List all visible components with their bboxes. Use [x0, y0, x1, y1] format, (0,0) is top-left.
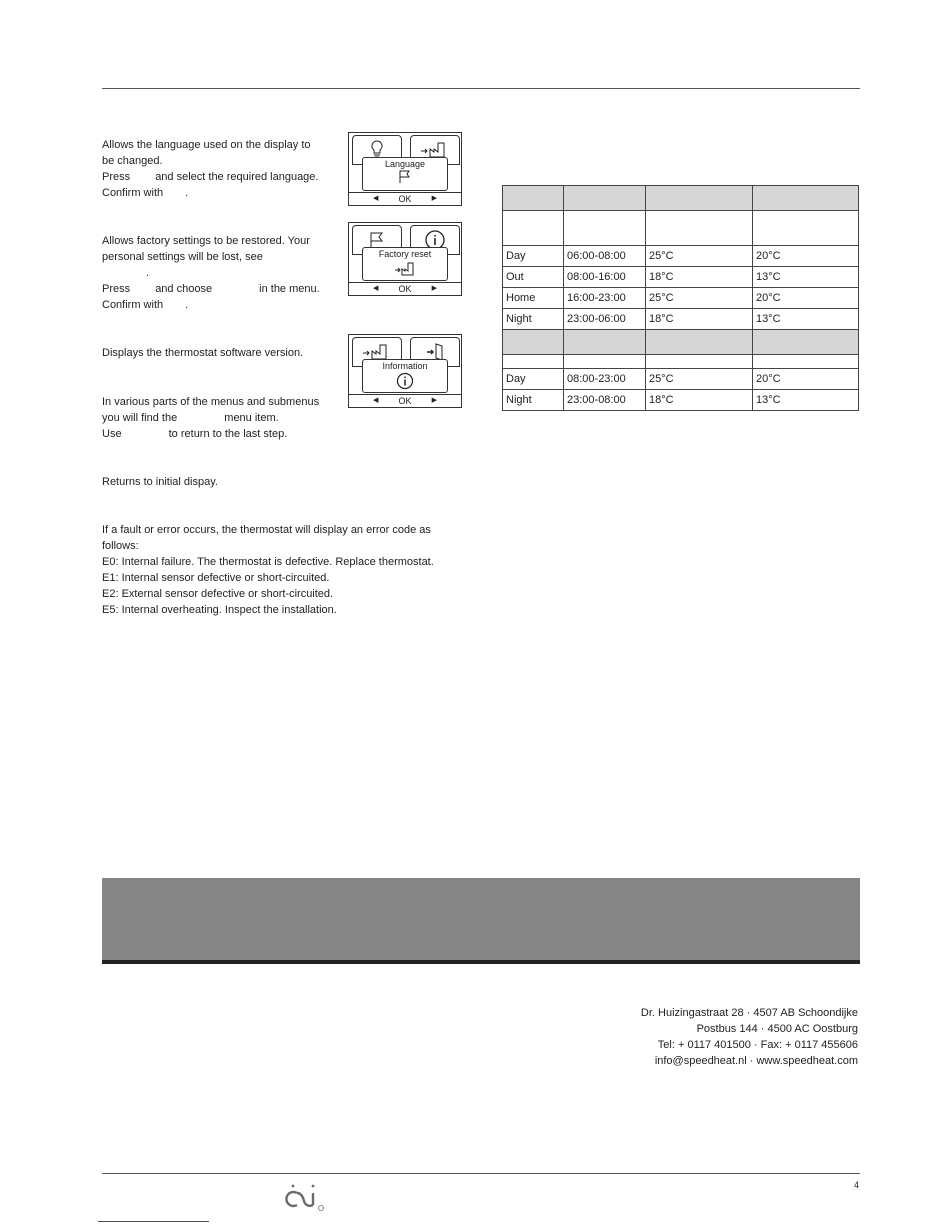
address-web: info@speedheat.nl · www.speedheat.com [654, 1055, 858, 1067]
table-row: Day 06:00-08:00 25°C 20°C [503, 246, 859, 267]
information-display-illustration [348, 334, 462, 408]
bottom-rule [102, 1173, 860, 1174]
info-icon [396, 372, 414, 390]
address-street: Dr. Huizingastraat 28 · 4507 AB Schoondijke [640, 1007, 858, 1019]
ok-label: OK [398, 396, 412, 406]
ok-bar [349, 394, 461, 407]
table-row: Home 16:00-23:00 25°C 20°C [503, 288, 859, 309]
language-display-illustration [348, 132, 462, 206]
arrow-left-icon: ◀ [373, 195, 379, 202]
link-underline [98, 1221, 209, 1222]
display-screen [362, 247, 448, 281]
page-number: 4 [854, 1180, 860, 1190]
schedule-table [502, 185, 859, 411]
ok-bar [349, 282, 461, 295]
address-phone: Tel: + 0117 401500 · Fax: + 0117 455606 [657, 1039, 858, 1051]
lightbulb-icon [370, 140, 384, 158]
footer-banner [102, 878, 860, 960]
ok-label: OK [398, 284, 412, 294]
ok-label: OK [398, 194, 412, 204]
banner-rule [102, 960, 860, 964]
display-screen [362, 157, 448, 191]
error-codes: If a fault or error occurs, the thermostat will display an error code as follows: E0: Internal failure. The thermostat is defective. Replace thermostat. E1: Internal sensor defective or short-circuited. E2: External sensor defective or short-circuited. E5: Internal overheating. Inspect the installation. [102, 524, 434, 616]
address-postbus: Postbus 144 · 4500 AC Oostburg [696, 1023, 858, 1035]
back-description: In various parts of the menus and submenus you will find the menu item. Use to return to the last step. [102, 396, 320, 440]
arrow-left-icon: ◀ [373, 285, 379, 292]
table-row [503, 355, 859, 369]
factory-display-illustration [348, 222, 462, 296]
table-subheader-row [503, 330, 859, 355]
table-row: Out 08:00-16:00 18°C 13°C [503, 267, 859, 288]
arrow-right-icon: ▶ [431, 285, 437, 292]
company-address [641, 1005, 858, 1069]
arrow-right-icon: ▶ [431, 397, 437, 404]
language-description: Allows the language used on the display to be changed. Press and select the required language. Confirm with . [102, 139, 319, 199]
table-header-row [503, 186, 859, 211]
factory-description: Allows factory settings to be restored. Your personal settings will be lost, see . Press and choose in the menu. Confirm with . [102, 235, 320, 311]
information-description: Displays the thermostat software version. [102, 347, 304, 359]
screen-label: Factory reset [378, 249, 432, 259]
brand-logo [283, 1183, 327, 1218]
screen-label: Information [382, 361, 428, 371]
display-screen [362, 359, 448, 393]
factory-icon [394, 260, 416, 276]
table-row: Day 08:00-23:00 25°C 20°C [503, 369, 859, 390]
arrow-right-icon: ▶ [431, 195, 437, 202]
table-row: Night 23:00-06:00 18°C 13°C [503, 309, 859, 330]
table-row: Night 23:00-08:00 18°C 13°C [503, 390, 859, 411]
ok-bar [349, 192, 461, 205]
flag-icon [398, 170, 412, 184]
arrow-left-icon: ◀ [373, 397, 379, 404]
table-row [503, 211, 859, 246]
home-description: Returns to initial dispay. [102, 476, 218, 488]
top-rule [102, 88, 860, 89]
screen-label: Language [384, 159, 426, 169]
